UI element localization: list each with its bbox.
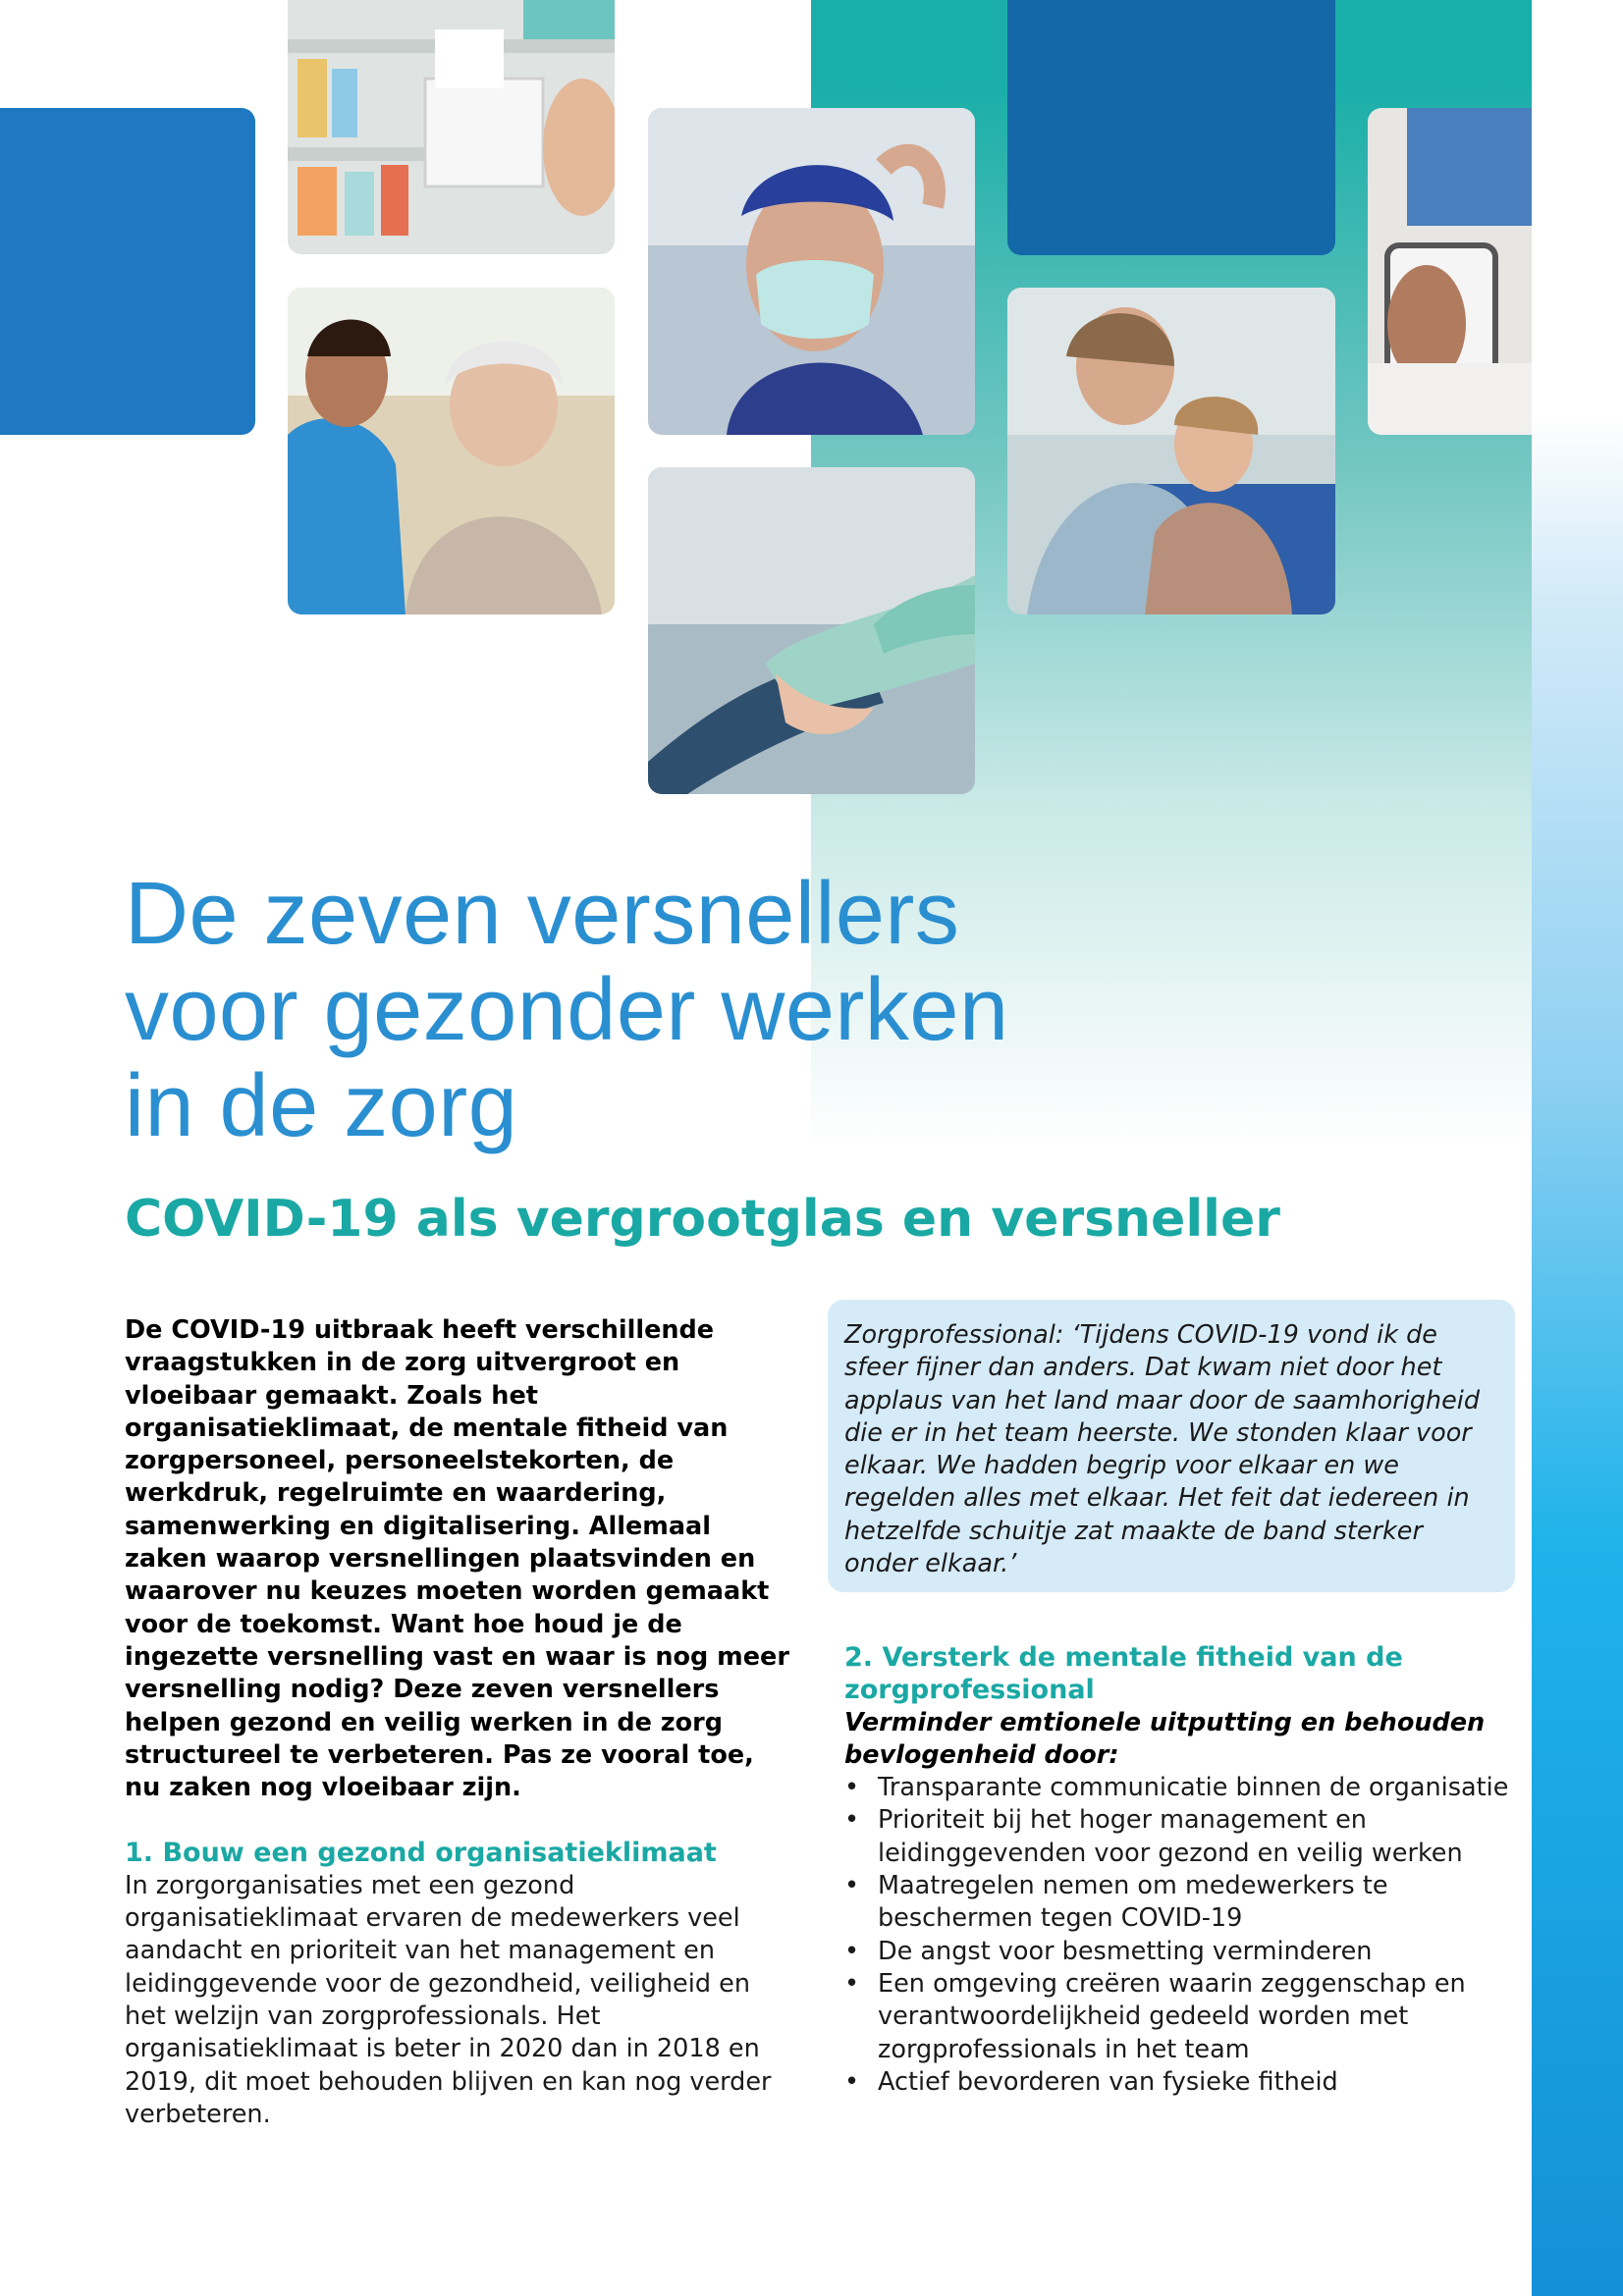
section-1-heading: 1. Bouw een gezond organisatieklimaat: [125, 1838, 717, 1869]
navy-decor-block: [1007, 0, 1335, 255]
title-line: in de zorg: [125, 1057, 518, 1155]
pharmacy-photo: [288, 0, 615, 254]
list-item: • Actief bevorderen van fysieke fitheid: [844, 2066, 1512, 2099]
nurse-elderly-photo: [288, 288, 615, 614]
list-item: • Prioriteit bij het hoger management en leidinggevenden voor gezond en veilig werken: [844, 1804, 1512, 1870]
list-item: • De angst voor besmetting verminderen: [844, 1936, 1512, 1968]
quote-box: [828, 1300, 1515, 1592]
holding-hands-photo: [648, 467, 975, 794]
intro-paragraph: De COVID-19 uitbraak heeft verschillende vraagstukken in de zorg uitvergroot en vloeibaar gemaakt. Zoals het organisatieklimaat, de mentale fitheid van zorgpersoneel, personeelstekorten, de werkdruk, regelruimte en waardering, samenwerking en digitalisering. Allemaal zaken waarop versnellingen plaatsvinden en waarover nu keuzes moeten worden gemaakt voor de toekomst. Want hoe houd je de ingezette versnelling vast en waar is nog meer versnelling nodig? Deze zeven versnellers helpen gezond en veilig werken in de zorg structureel te verbeteren. Pas ze vooral toe, nu zaken nog vloeibaar zijn.: [125, 1315, 789, 1803]
page-title: [125, 866, 1303, 1154]
quote-text: Zorgprofessional: ‘Tijdens COVID-19 vond ik de sfeer fijner dan anders. Dat kwam niet door het applaus van het land maar door de saamhorigheid die er in het team heerste. We stonden klaar voor elkaar. We hadden begrip voor elkaar en we regelden alles met elkaar. Het feit dat iedereen in hetzelfde schuitje zat maakte de band sterker onder elkaar.’: [844, 1320, 1481, 1579]
tablet-photo: [1368, 108, 1532, 435]
list-item: • Een omgeving creëren waarin zeggenschap en verantwoordelijkheid gedeeld worden met zorgprofessionals in het team: [844, 1968, 1512, 2066]
bedside-care-photo: [1007, 288, 1335, 614]
page-subtitle: COVID-19 als vergrootglas en versneller: [125, 1190, 1280, 1249]
section-2-heading: 2. Versterk de mentale fitheid van de zorgprofessional: [844, 1642, 1403, 1706]
blue-decor-block: [0, 108, 255, 435]
left-column: [125, 1314, 792, 2131]
right-column: [844, 1641, 1512, 2099]
blue-gradient-strip: [1532, 412, 1623, 2296]
section-1-body: In zorgorganisaties met een gezond organisatieklimaat ervaren de medewerkers veel aandacht en prioriteit van het management en leidinggevende voor de gezondheid, veiligheid en het welzijn van zorgprofessionals. Het organisatieklimaat is beter in 2020 dan in 2018 en 2019, dit moet behouden blijven en kan nog verder verbeteren.: [125, 1870, 772, 2129]
list-item: • Maatregelen nemen om medewerkers te beschermen tegen COVID-19: [844, 1870, 1512, 1936]
title-line: voor gezonder werken: [125, 961, 1009, 1059]
section-2-lead: Verminder emtionele uitputting en behouden bevlogenheid door:: [844, 1707, 1486, 1770]
list-item: • Transparante communicatie binnen de organisatie: [844, 1772, 1512, 1804]
title-line: De zeven versnellers: [125, 865, 960, 963]
surgeon-mask-photo: [648, 108, 975, 435]
section-2-list: [844, 1772, 1512, 2099]
